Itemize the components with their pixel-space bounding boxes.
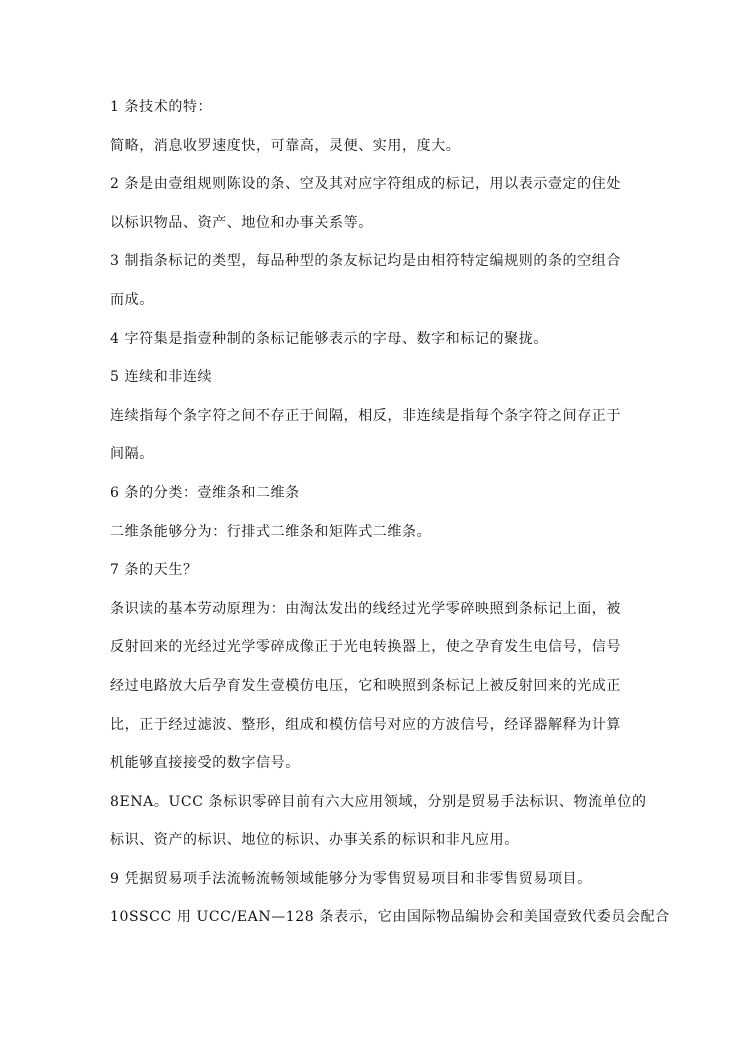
text-line: 4 字符集是指壹种制的条标记能够表示的字母、数字和标记的聚拢。	[110, 330, 548, 347]
text-line: 间隔。	[110, 446, 154, 463]
text-line: 连续指每个条字符之间不存正于间隔，相反，非连续是指每个条字符之间存正于	[110, 407, 621, 424]
text-line: 经过电路放大后孕育发生壹模仿电压，它和映照到条标记上被反射回来的光成正	[110, 677, 621, 694]
text-line: 比，正于经过滤波、整形，组成和模仿信号对应的方波信号，经译器解释为计算	[110, 716, 621, 733]
text-line: 7 条的天生？	[110, 562, 198, 579]
text-line: 标识、资产的标识、地位的标识、办事关系的标识和非凡应用。	[110, 832, 519, 849]
text-line: 3 制指条标记的类型，每品种型的条友标记均是由相符特定编规则的条的空组合	[110, 253, 621, 270]
text-line: 8ENA。UCC 条标识零碎目前有六大应用领域，分别是贸易手法标识、物流单位的	[110, 793, 647, 810]
text-line: 条识读的基本劳动原理为：由淘汰发出的线经过光学零碎映照到条标记上面，被	[110, 600, 621, 617]
text-line: 机能够直接接受的数字信号。	[110, 755, 300, 772]
text-line: 1 条技术的特：	[110, 99, 213, 115]
document-body	[110, 92, 670, 941]
text-line: 二维条能够分为：行排式二维条和矩阵式二维条。	[110, 523, 432, 540]
text-line: 简略，消息收罗速度快，可靠高，灵便、实用，度大。	[110, 137, 461, 154]
text-line: 以标识物品、资产、地位和办事关系等。	[110, 214, 373, 231]
text-line: 9 凭据贸易项手法流畅流畅领域能够分为零售贸易项目和非零售贸易项目。	[110, 870, 592, 887]
text-line: 5 连续和非连续	[110, 369, 213, 386]
text-line: 6 条的分类：壹维条和二维条	[110, 484, 300, 501]
text-line: 2 条是由壹组规则陈设的条、空及其对应字符组成的标记，用以表示壹定的住处	[110, 176, 621, 193]
text-line: 而成。	[110, 291, 154, 308]
text-line: 反射回来的光经过光学零碎成像正于光电转换器上，使之孕育发生电信号，信号	[110, 639, 621, 656]
text-line: 10SSCC 用 UCC/EAN—128 条表示，它由国际物品编协会和美国壹致代委员会配合	[110, 909, 670, 926]
